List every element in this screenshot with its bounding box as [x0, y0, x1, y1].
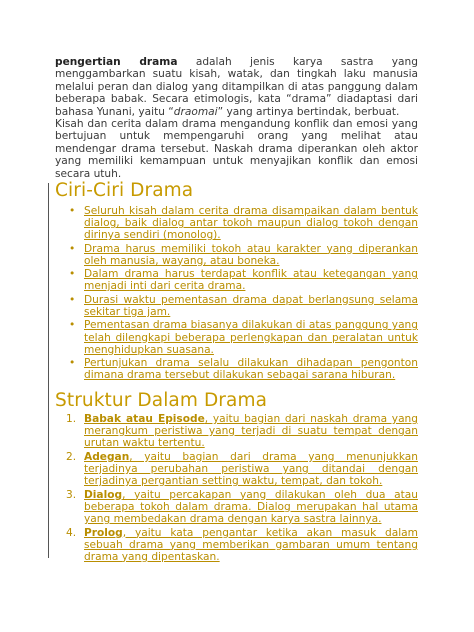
list-item[interactable] [66, 413, 418, 449]
item-text[interactable]: , yaitu kata pengantar ketika akan masuk dalam sebuah drama yang memberikan gambaran umum tentang drama yang dipentaskan. [84, 526, 418, 563]
list-item[interactable] [66, 357, 418, 381]
ciri-list [66, 205, 418, 383]
item-term[interactable]: Dialog [84, 488, 123, 501]
intro-text-1-end: ” yang artinya bertindak, berbuat. [217, 105, 400, 118]
bullet-icon: • [69, 242, 76, 255]
list-item-text[interactable]: Pementasan drama biasanya dilakukan di atas panggung yang telah dilengkapi beberapa perlengkapan dan peralatan untuk menghidupkan suasana. [84, 319, 418, 356]
item-number: 4. [66, 526, 77, 539]
list-item[interactable] [66, 205, 418, 241]
list-item[interactable] [66, 527, 418, 563]
list-item-text[interactable]: Seluruh kisah dalam cerita drama disampaikan dalam bentuk dialog, baik dialog antar tokoh maupun dialog tokoh dengan dirinya sendiri (monolog). [84, 205, 418, 242]
item-term[interactable]: Prolog [84, 526, 123, 539]
bullet-icon: • [69, 268, 76, 281]
item-text[interactable]: , yaitu bagian dari naskah drama yang merangkum peristiwa yang terjadi di suatu tempat dengan urutan waktu tertentu. [84, 413, 418, 450]
list-item[interactable] [66, 451, 418, 487]
list-item-text[interactable]: Durasi waktu pementasan drama dapat berlangsung selama sekitar tiga jam. [84, 293, 418, 318]
item-term[interactable]: Adegan [84, 450, 130, 463]
item-term[interactable]: Babak atau Episode [84, 413, 205, 425]
intro-italic-term: draomai [173, 105, 218, 118]
list-item[interactable] [66, 268, 418, 292]
item-number: 3. [66, 488, 77, 501]
item-text[interactable]: , yaitu bagian dari drama yang menunjukkan terjadinya perubahan peristiwa yang ditandai dengan terjadinya pergantian setting waktu, tempat, dan tokoh. [84, 450, 418, 488]
bullet-icon: • [69, 357, 76, 370]
intro-term: pengertian drama [55, 56, 178, 68]
list-item[interactable] [66, 294, 418, 318]
item-number: 1. [66, 413, 77, 425]
list-item[interactable] [66, 319, 418, 355]
list-item[interactable] [66, 243, 418, 267]
list-item[interactable] [66, 489, 418, 525]
list-item-text[interactable]: Pertunjukan drama selalu dilakukan dihadapan pengonton dimana drama tersebut dilakukan sebagai sarana hiburan. [84, 357, 418, 382]
intro-section [55, 56, 418, 180]
section-divider-line [48, 183, 49, 558]
bullet-icon: • [69, 319, 76, 332]
list-item-text[interactable]: Drama harus memiliki tokoh atau karakter yang diperankan oleh manusia, wayang, atau boneka. [84, 242, 418, 267]
item-number: 2. [66, 450, 77, 463]
ciri-heading: Ciri-Ciri Drama [55, 180, 194, 201]
item-text[interactable]: , yaitu percakapan yang dilakukan oleh dua atau beberapa tokoh dalam drama. Dialog merupakan hal utama yang membedakan drama dengan karya sastra lainnya. [84, 488, 418, 525]
intro-paragraph-1 [55, 56, 418, 118]
list-item-text[interactable]: Dalam drama harus terdapat konflik atau ketegangan yang menjadi inti dari cerita drama. [84, 268, 418, 293]
intro-text-1: adalah jenis karya sastra yang menggambarkan suatu kisah, watak, dan tingkah laku manusia melalui peran dan dialog yang ditampilkan di atas panggung dalam beberapa babak. Secara etimologis, kata “drama” diadaptasi dari bahasa Yunani, yaitu “ [55, 56, 418, 118]
intro-paragraph-2: Kisah dan cerita dalam drama mengandung konflik dan emosi yang bertujuan untuk mempengaruhi orang yang melihat atau mendengar drama tersebut. Naskah drama diperankan oleh aktor yang memiliki kemampuan untuk menyajikan konflik dan emosi secara utuh. [55, 118, 418, 180]
struktur-heading: Struktur Dalam Drama [55, 390, 268, 411]
struktur-list [66, 413, 418, 565]
bullet-icon: • [69, 293, 76, 306]
bullet-icon: • [69, 205, 76, 217]
